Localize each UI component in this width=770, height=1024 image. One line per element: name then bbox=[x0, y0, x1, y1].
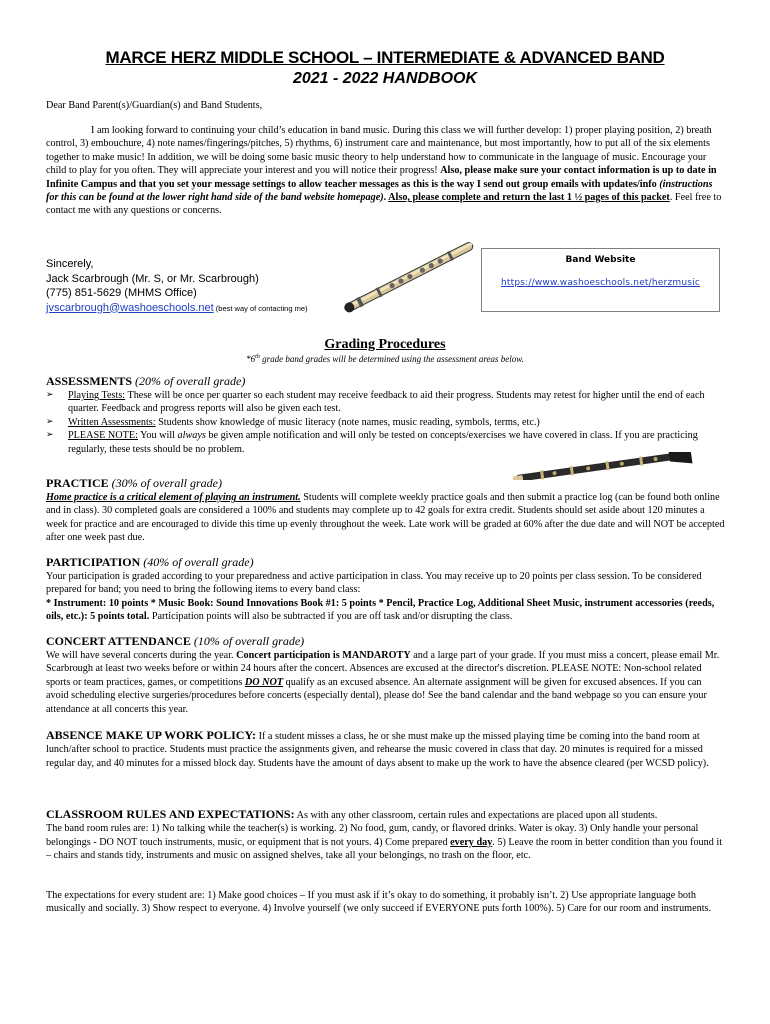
arrow-bullet-icon: ➢ bbox=[46, 416, 54, 427]
grading-heading: Grading Procedures bbox=[324, 337, 446, 352]
band-website-link[interactable]: https://www.washoeschools.net/herzmusic bbox=[501, 278, 700, 288]
list-item: ➢ PLEASE NOTE: You will always be given ample notification and will only be tested on concepts/exercises we have covered in class. If you are practicing regularly, these tests should be no problem. bbox=[46, 430, 698, 455]
list-item: ➢ Playing Tests: These will be once per quarter so each student may receive feedback to aid their progress. Students may retest for higher until the end of each quarter. Feedback and progress reports will also be given each test. bbox=[46, 390, 705, 415]
concert-heading: CONCERT ATTENDANCE (10% of overall grade) bbox=[46, 634, 305, 648]
practice-heading: PRACTICE (30% of overall grade) bbox=[46, 476, 222, 490]
absence-policy: ABSENCE MAKE UP WORK POLICY: If a student misses a class, he or she must make up the missed playing time be coming into the band room at lunch/after school to practice. Students must practice the assignments given, and rehearse the music covered in class that day. 20 minutes is required for a missed regular day, and 40 minutes for a missed block day. Students have the amount of days absent to make up the work to have the absence cleared (per WCSD policy). bbox=[46, 728, 709, 769]
student-expectations: The expectations for every student are: 1) Make good choices – If you must ask if it’s okay to do something, it probably isn’t. 2) Use appropriate language both musically and socially. 3) Show respect to everyone. 4) Involve yourself (we only succeed if EVERYONE puts forth 100%). 5) Care for our room and instruments. bbox=[46, 890, 712, 915]
grading-note: *6th grade band grades will be determined using the assessment areas below. bbox=[246, 354, 524, 364]
signature-email-link[interactable]: jvscarbrough@washoeschools.net bbox=[46, 301, 214, 314]
participation-body: Your participation is graded according to your preparedness and active participation in class. You may receive up to 20 points per class session. To be considered prepared for band; you need to bring the following items to every band class: * Instrument: 10 points * Music Book: Sound Innovations Book #1: 5 points * Pencil, Practice Log, Additional Sheet Music, instrument accessories (reeds, oils, etc.): 5 points total. Participation points will also be subtracted if you are off task and/or disrupting the class. bbox=[46, 571, 715, 623]
arrow-bullet-icon: ➢ bbox=[46, 430, 54, 441]
concert-body: We will have several concerts during the year. Concert participation is MANDAROTY and a large part of your grade. If you must miss a concert, please email Mr. Scarbrough at least two weeks before or within 24 hours after the concert. Absences are excused at the director's discretion. PLEASE NOTE: Non-school related sports or team practices, games, or competitions DO NOT qualify as an excused absence. An alternate assignment will be given for excused absences. If you can avoid scheduling elective surgeries/procedures before concerts (especially dental), please do! See the band calendar and the band webpage so you can ensure your attendance at all concerts this year. bbox=[46, 650, 720, 715]
handbook-subtitle: 2021 - 2022 HANDBOOK bbox=[292, 70, 478, 87]
handbook-title: MARCE HERZ MIDDLE SCHOOL – INTERMEDIATE & ADVANCED BAND bbox=[105, 48, 665, 67]
absence-heading: ABSENCE MAKE UP WORK POLICY: bbox=[46, 728, 257, 742]
rules-heading: CLASSROOM RULES AND EXPECTATIONS: bbox=[46, 807, 295, 821]
arrow-bullet-icon: ➢ bbox=[46, 390, 54, 400]
letter-greeting: Dear Band Parent(s)/Guardian(s) and Band Students, bbox=[46, 100, 263, 111]
letter-intro: I am looking forward to continuing your child’s education in band music. During this class we will further develop: 1) proper playing position, 2) breath control, 3) embouchure, 4) note names/fingerings/pitches, 5) rhythms, 6) instrument care and maintenance, but most importantly, how to put all of the six elements together to make music! In addition, we will be doing some basic music theory to help understand how to communicate in the language of music. Encourage your child to play for you often. They will appreciate your interest and you will notice their progress! Also, please make sure your contact information is up to date in Infinite Campus and that you set your message settings to allow teacher messages as this is the way I send out group emails with updates/info (instructions for this can be found at the lower right hand side of the band website homepage). Also, please complete and return the last 1 ½ pages of this packet. Feel free to contact me with any questions or concerns. bbox=[46, 125, 722, 217]
practice-body: Home practice is a critical element of playing an instrument. Students will complete weekly practice goals and then submit a practice log (can be found both online and in class). 30 completed goals are considered a 100% and students may complete up to 42 goals for extra credit. Students should set aside about 120 minutes a week for practice and are encouraged to divide this time up evenly throughout the week. Late work will be graded at 60% after the due date and will NOT be accepted after one week past due. bbox=[46, 492, 725, 544]
participation-heading: PARTICIPATION (40% of overall grade) bbox=[46, 555, 254, 569]
band-website-title: Band Website bbox=[565, 255, 636, 265]
signature-block bbox=[46, 257, 308, 316]
classroom-rules: CLASSROOM RULES AND EXPECTATIONS: As with any other classroom, certain rules and expectations are placed upon all students. The band room rules are: 1) No talking while the teacher(s) is working. 2) No food, gum, candy, or flavored drinks. Water is okay. 3) Only handle your personal belongings - DO NOT touch instruments, music, or equipment that is not yours. 4) Come prepared every day. 5) Leave the room in better condition than you found it – chairs and stands tidy, instruments and music on assigned shelves, take all your belongings, no trash on the floor, etc. bbox=[46, 807, 723, 862]
band-website-box bbox=[481, 248, 720, 312]
signature-phone: (775) 851-5629 (MHMS Office) bbox=[46, 287, 197, 299]
assessments-heading: ASSESSMENTS (20% of overall grade) bbox=[46, 374, 246, 388]
list-item: ➢ Written Assessments: Students show knowledge of music literacy (note names, music reading, symbols, terms, etc.) bbox=[46, 416, 540, 428]
signature-closing: Sincerely, bbox=[46, 258, 94, 270]
clarinet-illustration bbox=[510, 452, 695, 480]
flute-illustration bbox=[334, 236, 484, 318]
assessments-list bbox=[46, 389, 726, 456]
signature-name: Jack Scarbrough (Mr. S, or Mr. Scarbrough) bbox=[46, 272, 259, 285]
signature-email-note: (best way of contacting me) bbox=[213, 303, 308, 313]
